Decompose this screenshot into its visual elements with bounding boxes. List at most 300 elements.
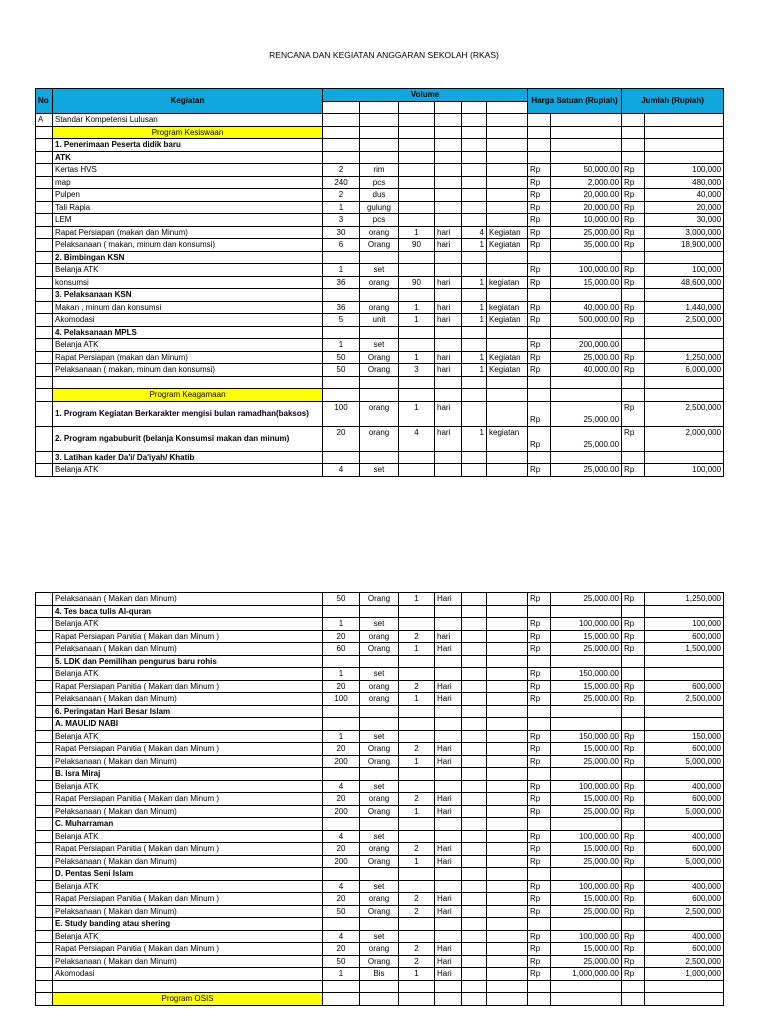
no-cell [36, 605, 53, 618]
volume-unit-3: Kegiatan [487, 239, 528, 252]
harga-currency: Rp [528, 755, 551, 768]
volume-subheader-cell [399, 101, 435, 114]
empty-cell [528, 326, 551, 339]
jumlah-value: 600,000 [645, 893, 724, 906]
empty-cell [435, 139, 462, 152]
empty-cell [323, 768, 360, 781]
volume-qty-3 [462, 189, 487, 202]
empty-cell [551, 655, 622, 668]
volume-qty-3 [462, 843, 487, 856]
volume-unit-1: Orang [360, 905, 399, 918]
volume-unit-3 [487, 805, 528, 818]
empty-cell [360, 993, 399, 1006]
jumlah-value: 48,600,000 [645, 276, 724, 289]
jumlah-currency: Rp [622, 968, 645, 981]
empty-cell [645, 389, 724, 402]
empty-cell [528, 993, 551, 1006]
harga-satuan-value: 10,000.00 [551, 214, 622, 227]
item-description: Rapat Persiapan Panitia ( Makan dan Minum ) [53, 943, 323, 956]
volume-unit-1: set [360, 930, 399, 943]
volume-unit-2 [435, 668, 462, 681]
jumlah-currency: Rp [622, 201, 645, 214]
volume-unit-2 [435, 464, 462, 477]
volume-qty-3: 1 [462, 301, 487, 314]
harga-currency: Rp [528, 693, 551, 706]
jumlah-currency: Rp [622, 301, 645, 314]
item-description: Belanja ATK [53, 830, 323, 843]
no-cell [36, 289, 53, 302]
volume-unit-1: Orang [360, 239, 399, 252]
item-description: Rapat Persiapan (makan dan Minum) [53, 351, 323, 364]
volume-qty-2: 1 [399, 593, 435, 606]
volume-qty-1: 1 [323, 730, 360, 743]
header-no: No [36, 89, 53, 114]
item-row [36, 755, 724, 768]
empty-cell [551, 451, 622, 464]
item-row [36, 843, 724, 856]
subheading-row [36, 139, 724, 152]
volume-qty-2 [399, 930, 435, 943]
volume-unit-2: hari [435, 401, 462, 426]
no-cell [36, 593, 53, 606]
empty-cell [323, 993, 360, 1006]
empty-cell [435, 126, 462, 139]
jumlah-value: 20,000 [645, 201, 724, 214]
volume-unit-1: orang [360, 943, 399, 956]
no-cell [36, 868, 53, 881]
volume-unit-2: hari [435, 226, 462, 239]
volume-unit-3 [487, 880, 528, 893]
volume-qty-1: 1 [323, 968, 360, 981]
subheading-label: 6. Peringatan Hari Besar Islam [53, 705, 323, 718]
harga-currency: Rp [528, 264, 551, 277]
volume-unit-1: orang [360, 630, 399, 643]
no-cell [36, 830, 53, 843]
jumlah-value: 6,000,000 [645, 364, 724, 377]
no-cell [36, 251, 53, 264]
jumlah-currency: Rp [622, 830, 645, 843]
empty-cell [435, 868, 462, 881]
harga-satuan-value: 150,000.00 [551, 730, 622, 743]
volume-qty-3 [462, 176, 487, 189]
volume-qty-3 [462, 201, 487, 214]
harga-currency: Rp [528, 630, 551, 643]
empty-cell [462, 655, 487, 668]
harga-satuan-value: 35,000.00 [551, 239, 622, 252]
volume-qty-3: 1 [462, 276, 487, 289]
volume-qty-1: 20 [323, 893, 360, 906]
jumlah-value: 400,000 [645, 930, 724, 943]
harga-currency: Rp [528, 780, 551, 793]
empty-cell [487, 868, 528, 881]
volume-qty-3 [462, 780, 487, 793]
item-row [36, 805, 724, 818]
volume-subheader-cell [462, 101, 487, 114]
volume-qty-2: 2 [399, 793, 435, 806]
empty-cell [360, 705, 399, 718]
program-header-row [36, 389, 724, 402]
volume-unit-2: Hari [435, 905, 462, 918]
volume-unit-3: Kegiatan [487, 351, 528, 364]
empty-cell [487, 605, 528, 618]
volume-unit-1: orang [360, 680, 399, 693]
no-cell [36, 164, 53, 177]
empty-cell [622, 868, 645, 881]
empty-cell [462, 980, 487, 993]
volume-qty-1: 200 [323, 805, 360, 818]
no-cell [36, 226, 53, 239]
jumlah-value: 600,000 [645, 793, 724, 806]
empty-cell [435, 718, 462, 731]
volume-qty-1: 4 [323, 930, 360, 943]
harga-satuan-value: 100,000.00 [551, 618, 622, 631]
jumlah-value: 1,440,000 [645, 301, 724, 314]
harga-currency: Rp [528, 830, 551, 843]
no-cell [36, 126, 53, 139]
empty-cell [399, 705, 435, 718]
volume-unit-1: set [360, 730, 399, 743]
volume-qty-1: 36 [323, 301, 360, 314]
empty-cell [435, 289, 462, 302]
volume-qty-2: 1 [399, 351, 435, 364]
empty-cell [551, 705, 622, 718]
item-description: Makan , minum dan konsumsi [53, 301, 323, 314]
volume-unit-3 [487, 164, 528, 177]
empty-cell [435, 389, 462, 402]
empty-cell [399, 326, 435, 339]
volume-qty-1: 3 [323, 214, 360, 227]
subheading-label: B. Isra Miraj [53, 768, 323, 781]
empty-cell [528, 718, 551, 731]
harga-currency: Rp [528, 930, 551, 943]
empty-cell [528, 980, 551, 993]
volume-qty-1: 5 [323, 314, 360, 327]
volume-unit-1: set [360, 880, 399, 893]
volume-unit-1: set [360, 830, 399, 843]
empty-cell [36, 980, 53, 993]
volume-unit-2 [435, 201, 462, 214]
empty-cell [435, 251, 462, 264]
harga-currency: Rp [528, 189, 551, 202]
item-description: Pelaksanaan ( Makan dan Minum) [53, 693, 323, 706]
no-cell [36, 780, 53, 793]
volume-unit-2 [435, 189, 462, 202]
subheading-label: C. Muharraman [53, 818, 323, 831]
no-cell [36, 139, 53, 152]
no-cell [36, 201, 53, 214]
empty-cell [528, 705, 551, 718]
jumlah-currency: Rp [622, 893, 645, 906]
jumlah-currency: Rp [622, 630, 645, 643]
volume-unit-2: hari [435, 630, 462, 643]
harga-currency: Rp [528, 301, 551, 314]
item-description: Rapat Persiapan Panitia ( Makan dan Minum ) [53, 630, 323, 643]
volume-qty-1: 4 [323, 464, 360, 477]
harga-currency: Rp [528, 805, 551, 818]
empty-cell [487, 289, 528, 302]
empty-cell [551, 376, 622, 389]
empty-cell [462, 768, 487, 781]
empty-cell [435, 451, 462, 464]
volume-unit-2: hari [435, 314, 462, 327]
harga-satuan-value: 100,000.00 [551, 930, 622, 943]
item-description: Tali Rapia [53, 201, 323, 214]
no-cell [36, 793, 53, 806]
volume-qty-2: 1 [399, 968, 435, 981]
no-cell [36, 893, 53, 906]
volume-unit-1: set [360, 464, 399, 477]
item-description: Belanja ATK [53, 880, 323, 893]
no-cell [36, 743, 53, 756]
empty-cell [360, 389, 399, 402]
no-cell [36, 955, 53, 968]
subheading-label: D. Pentas Seni Islam [53, 868, 323, 881]
harga-currency: Rp [528, 855, 551, 868]
empty-cell [528, 376, 551, 389]
volume-qty-3 [462, 214, 487, 227]
volume-qty-1: 200 [323, 755, 360, 768]
jumlah-value: 400,000 [645, 830, 724, 843]
volume-unit-2 [435, 618, 462, 631]
volume-qty-3 [462, 855, 487, 868]
empty-cell [435, 918, 462, 931]
jumlah-value [645, 668, 724, 681]
empty-cell [622, 389, 645, 402]
no-cell [36, 326, 53, 339]
volume-qty-3 [462, 893, 487, 906]
harga-currency: Rp [528, 426, 551, 451]
empty-cell [53, 980, 323, 993]
volume-qty-2 [399, 780, 435, 793]
subheading-row [36, 768, 724, 781]
volume-qty-2: 2 [399, 893, 435, 906]
empty-cell [399, 868, 435, 881]
item-row [36, 201, 724, 214]
empty-cell [399, 718, 435, 731]
empty-cell [323, 705, 360, 718]
volume-unit-3 [487, 893, 528, 906]
volume-qty-3 [462, 755, 487, 768]
item-row [36, 880, 724, 893]
harga-satuan-value: 100,000.00 [551, 264, 622, 277]
empty-cell [551, 868, 622, 881]
no-cell [36, 176, 53, 189]
volume-unit-1: Orang [360, 855, 399, 868]
volume-qty-1: 20 [323, 843, 360, 856]
jumlah-currency: Rp [622, 880, 645, 893]
volume-qty-2: 90 [399, 276, 435, 289]
empty-cell [487, 151, 528, 164]
item-description: Akomodasi [53, 968, 323, 981]
item-row [36, 893, 724, 906]
volume-qty-3: 4 [462, 226, 487, 239]
empty-cell [323, 251, 360, 264]
subheading-label: A. MAULID NABI [53, 718, 323, 731]
empty-cell [323, 151, 360, 164]
empty-cell [360, 980, 399, 993]
empty-cell [462, 718, 487, 731]
volume-unit-1: orang [360, 226, 399, 239]
subheading-row [36, 451, 724, 464]
item-description: Pelaksanaan ( Makan dan Minum) [53, 593, 323, 606]
harga-currency: Rp [528, 843, 551, 856]
empty-cell [462, 605, 487, 618]
harga-satuan-value: 25,000.00 [551, 643, 622, 656]
jumlah-currency: Rp [622, 593, 645, 606]
empty-cell [645, 818, 724, 831]
jumlah-value: 600,000 [645, 843, 724, 856]
volume-unit-3 [487, 339, 528, 352]
volume-qty-2 [399, 668, 435, 681]
item-description: Pelaksanaan ( Makan dan Minum) [53, 955, 323, 968]
no-cell [36, 718, 53, 731]
empty-cell [645, 655, 724, 668]
harga-currency: Rp [528, 351, 551, 364]
empty-cell [399, 451, 435, 464]
harga-currency: Rp [528, 164, 551, 177]
item-description: 1. Program Kegiatan Berkarakter mengisi bulan ramadhan(baksos) [53, 401, 323, 426]
empty-cell [435, 151, 462, 164]
volume-unit-1: orang [360, 276, 399, 289]
jumlah-value: 100,000 [645, 464, 724, 477]
empty-cell [53, 376, 323, 389]
volume-qty-3 [462, 401, 487, 426]
empty-cell [462, 376, 487, 389]
volume-qty-1: 20 [323, 680, 360, 693]
item-row [36, 855, 724, 868]
volume-unit-3 [487, 668, 528, 681]
item-description: LEM [53, 214, 323, 227]
empty-cell [399, 126, 435, 139]
no-cell [36, 818, 53, 831]
empty-cell [487, 918, 528, 931]
program-title: Program Keagamaan [53, 389, 323, 402]
volume-unit-1: Orang [360, 755, 399, 768]
volume-unit-1: pcs [360, 176, 399, 189]
empty-cell [487, 451, 528, 464]
empty-cell [622, 605, 645, 618]
empty-cell [622, 139, 645, 152]
harga-currency: Rp [528, 730, 551, 743]
empty-cell [528, 289, 551, 302]
item-description: Akomodasi [53, 314, 323, 327]
blank-row [36, 980, 724, 993]
harga-currency: Rp [528, 364, 551, 377]
jumlah-currency: Rp [622, 680, 645, 693]
volume-unit-3 [487, 905, 528, 918]
volume-unit-2 [435, 780, 462, 793]
volume-unit-1: set [360, 668, 399, 681]
program-header-row [36, 126, 724, 139]
volume-unit-3 [487, 943, 528, 956]
jumlah-value: 1,000,000 [645, 968, 724, 981]
empty-cell [399, 139, 435, 152]
empty-cell [487, 818, 528, 831]
item-description: Pelaksanaan ( Makan dan Minum) [53, 855, 323, 868]
volume-qty-2: 1 [399, 226, 435, 239]
volume-unit-3 [487, 201, 528, 214]
item-description: Belanja ATK [53, 730, 323, 743]
volume-unit-2: Hari [435, 693, 462, 706]
harga-currency: Rp [528, 593, 551, 606]
document-title: RENCANA DAN KEGIATAN ANGGARAN SEKOLAH (RKAS) [269, 50, 499, 60]
empty-cell [551, 993, 622, 1006]
empty-cell [399, 768, 435, 781]
volume-unit-2: Hari [435, 855, 462, 868]
harga-satuan-value: 25,000.00 [551, 226, 622, 239]
jumlah-value: 5,000,000 [645, 755, 724, 768]
item-row [36, 351, 724, 364]
item-description: Belanja ATK [53, 339, 323, 352]
empty-cell [622, 818, 645, 831]
item-description: Pulpen [53, 189, 323, 202]
empty-cell [645, 918, 724, 931]
empty-cell [399, 376, 435, 389]
volume-unit-1: orang [360, 301, 399, 314]
item-row [36, 930, 724, 943]
harga-satuan-value: 25,000.00 [551, 351, 622, 364]
no-cell [36, 905, 53, 918]
volume-qty-3 [462, 643, 487, 656]
item-row [36, 730, 724, 743]
volume-qty-2: 1 [399, 314, 435, 327]
jumlah-currency: Rp [622, 755, 645, 768]
empty-cell [645, 251, 724, 264]
item-row [36, 630, 724, 643]
no-cell [36, 693, 53, 706]
volume-qty-2 [399, 880, 435, 893]
empty-cell [360, 251, 399, 264]
empty-cell [462, 705, 487, 718]
volume-unit-2: hari [435, 426, 462, 451]
volume-unit-2 [435, 730, 462, 743]
empty-cell [487, 993, 528, 1006]
jumlah-currency: Rp [622, 264, 645, 277]
no-cell [36, 843, 53, 856]
item-row [36, 955, 724, 968]
no-cell [36, 918, 53, 931]
volume-qty-3 [462, 693, 487, 706]
jumlah-currency: Rp [622, 364, 645, 377]
empty-cell [622, 326, 645, 339]
jumlah-value: 2,500,000 [645, 905, 724, 918]
empty-cell [528, 918, 551, 931]
item-description: Pelaksanaan ( Makan dan Minum) [53, 755, 323, 768]
empty-cell [487, 718, 528, 731]
item-row [36, 464, 724, 477]
empty-cell [435, 993, 462, 1006]
empty-cell [323, 451, 360, 464]
volume-unit-1: orang [360, 843, 399, 856]
volume-qty-2: 1 [399, 301, 435, 314]
jumlah-value: 400,000 [645, 880, 724, 893]
item-description: Rapat Persiapan Panitia ( Makan dan Minum ) [53, 680, 323, 693]
volume-unit-2: Hari [435, 593, 462, 606]
empty-cell [435, 376, 462, 389]
item-description: Belanja ATK [53, 930, 323, 943]
empty-cell [435, 818, 462, 831]
empty-cell [323, 605, 360, 618]
empty-cell [551, 918, 622, 931]
volume-unit-2: Hari [435, 943, 462, 956]
volume-unit-1: Orang [360, 351, 399, 364]
empty-cell [36, 376, 53, 389]
jumlah-currency: Rp [622, 905, 645, 918]
empty-cell [462, 126, 487, 139]
empty-cell [528, 605, 551, 618]
empty-cell [435, 605, 462, 618]
volume-unit-1: set [360, 780, 399, 793]
